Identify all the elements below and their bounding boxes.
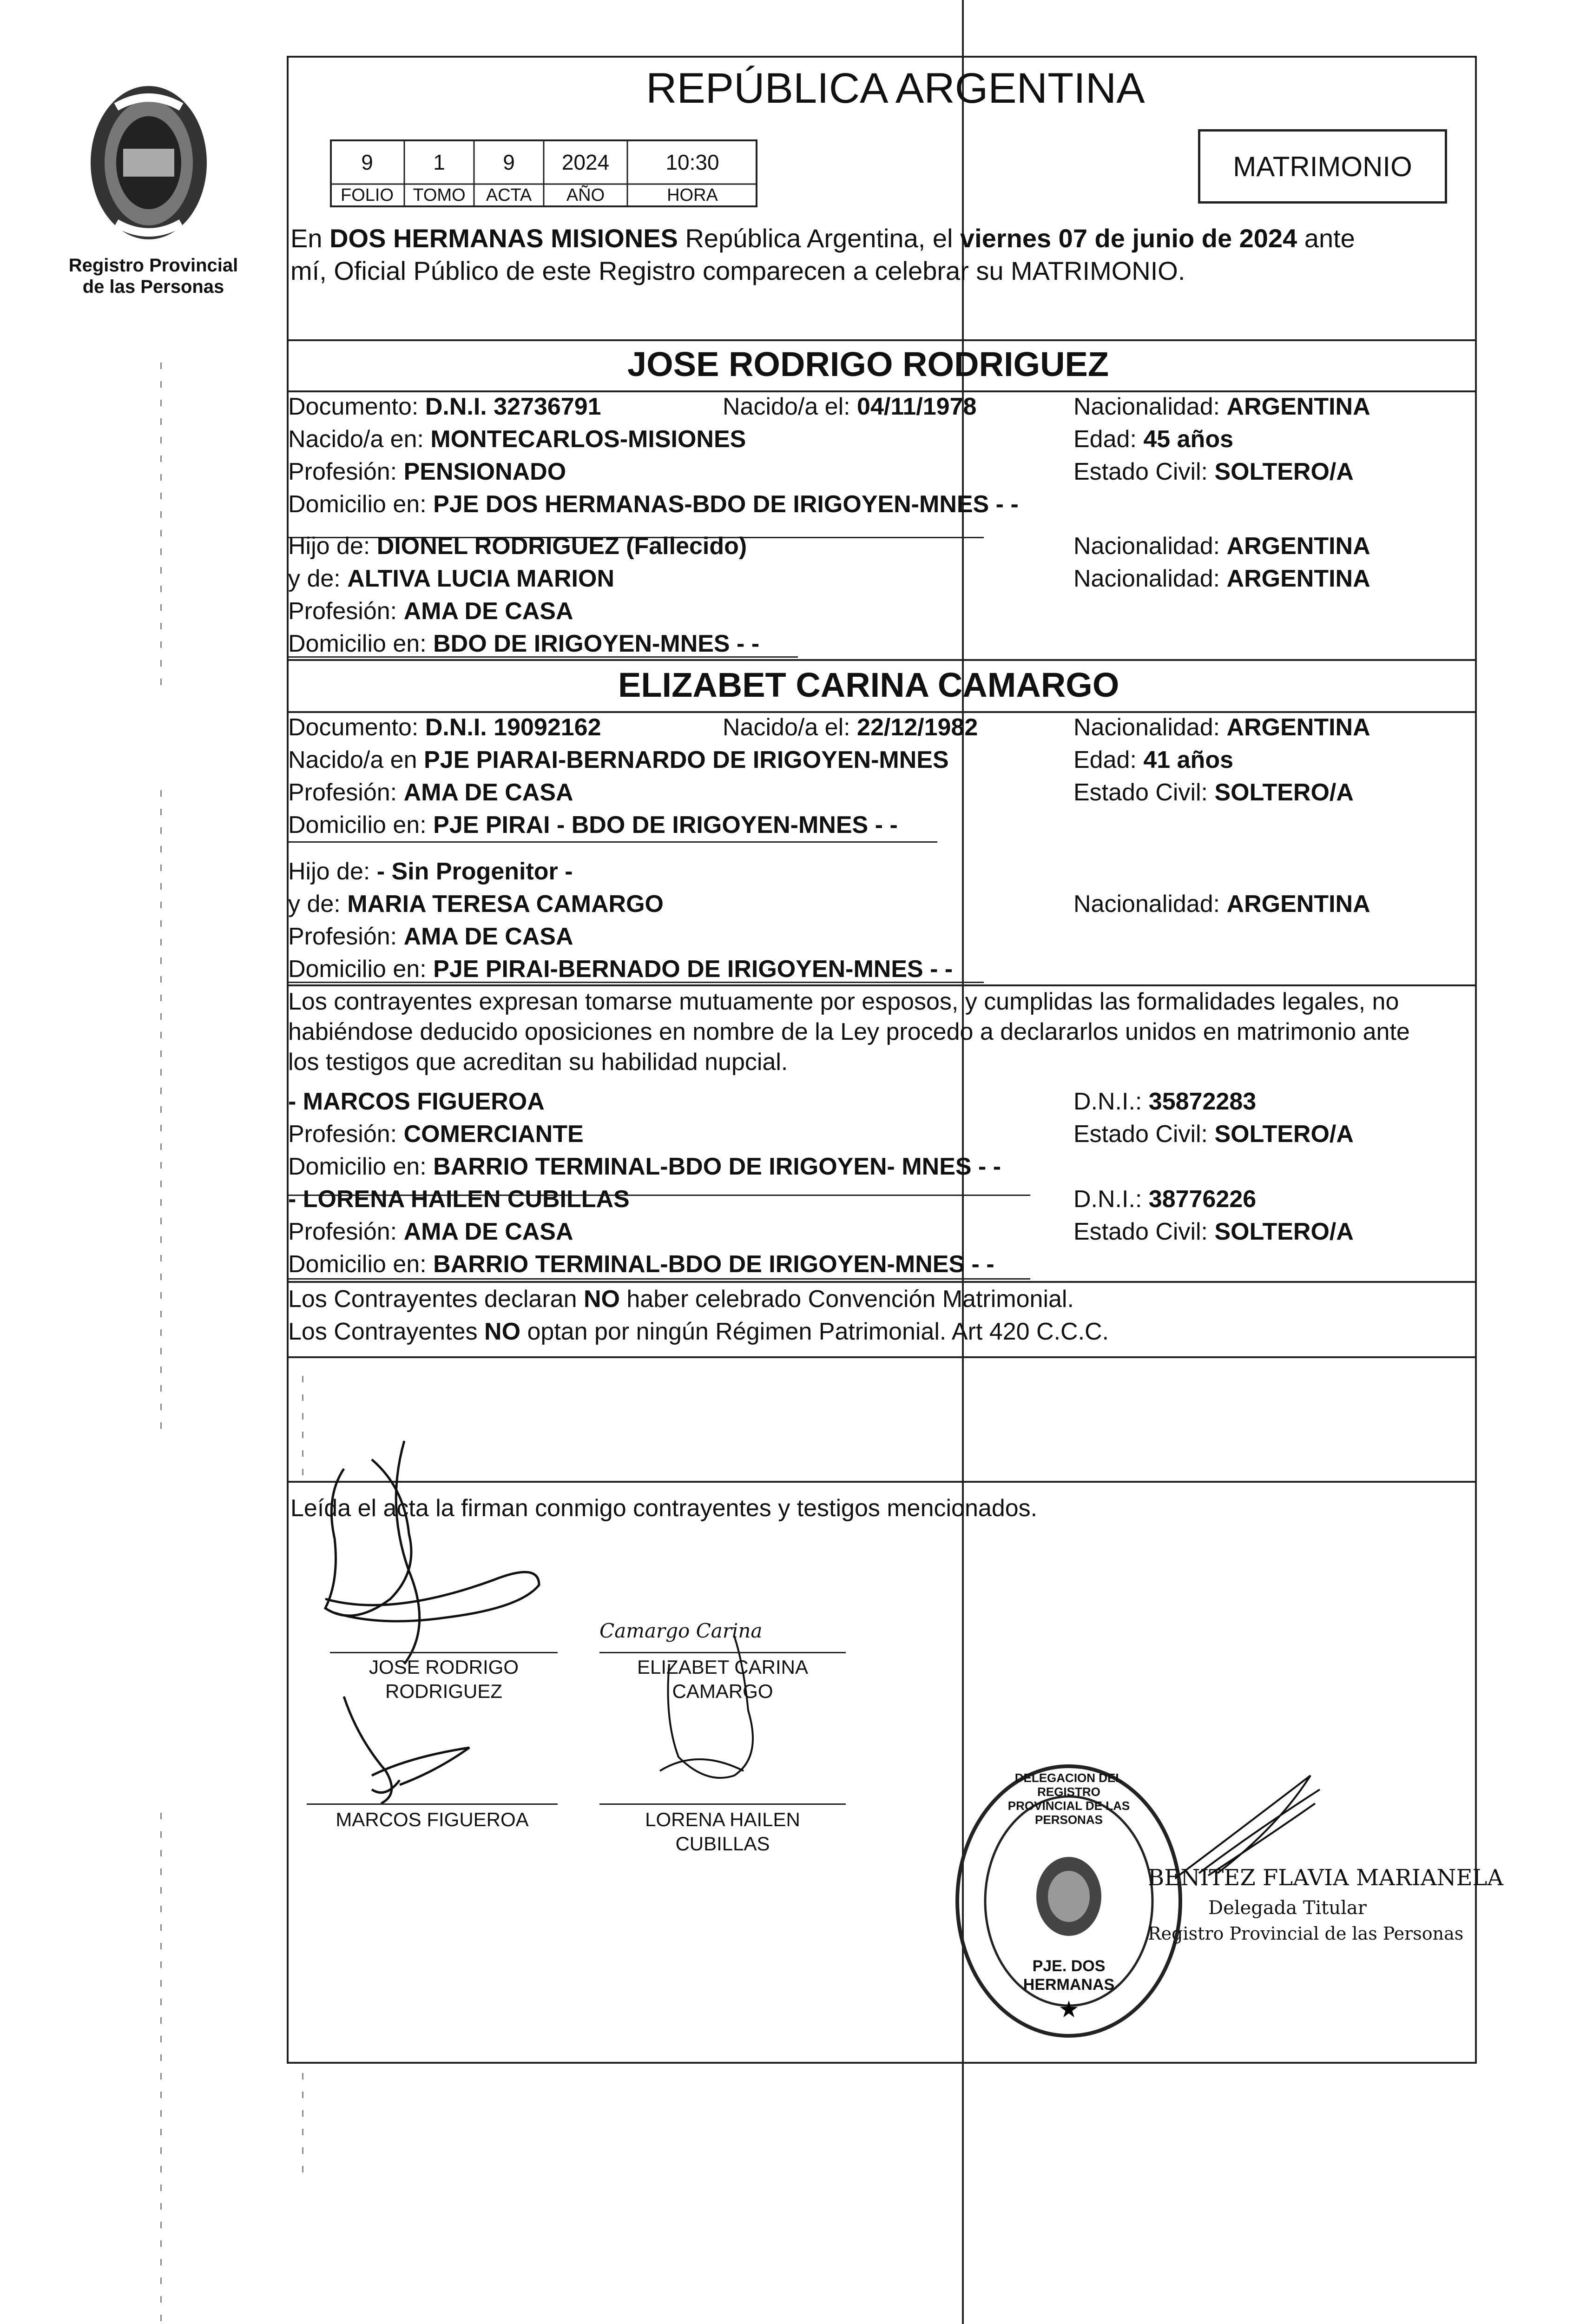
groom-civil-status: Estado Civil: SOLTERO/A — [1073, 458, 1354, 485]
bride-name: ELIZABET CARINA CAMARGO — [618, 666, 1119, 704]
groom-birth-place: Nacido/a en: MONTECARLOS-MISIONES — [288, 426, 746, 453]
bride-father: Hijo de: - Sin Progenitor - — [288, 858, 573, 885]
groom-mother: y de: ALTIVA LUCIA MARION — [288, 565, 615, 592]
witness2-civil-status: Estado Civil: SOLTERO/A — [1073, 1218, 1354, 1245]
bride-parent-profession: Profesión: AMA DE CASA — [288, 923, 573, 950]
bride-birth-place: Nacido/a en PJE PIARAI-BERNARDO DE IRIGOYEN-MNES — [288, 746, 949, 773]
witness1-civil-status: Estado Civil: SOLTERO/A — [1073, 1121, 1354, 1148]
declaration-line3: los testigos que acreditan su habilidad nupcial. — [288, 1049, 788, 1076]
witness1-address: Domicilio en: BARRIO TERMINAL-BDO DE IRIGOYEN- MNES - - — [288, 1153, 1001, 1180]
groom-birth-date: Nacido/a el: 04/11/1978 — [723, 393, 977, 420]
folio-label: FOLIO — [340, 185, 394, 205]
groom-profession: Profesión: PENSIONADO — [288, 458, 566, 485]
witness2-name: - LORENA HAILEN CUBILLAS — [288, 1186, 630, 1213]
declaration-line1: Los contrayentes expresan tomarse mutuamente por esposos, y cumplidas las formalidades legales, no — [288, 988, 1399, 1015]
logo-caption-line2: de las Personas — [82, 277, 224, 297]
stamp-inner-text: PJE. DOS HERMANAS — [1023, 1957, 1115, 1994]
official-title: Delegada Titular — [1208, 1897, 1367, 1919]
record-table — [330, 139, 757, 207]
witness2-signature-label-line1: LORENA HAILEN — [645, 1809, 800, 1830]
witness2-dni: D.N.I.: 38776226 — [1073, 1186, 1257, 1213]
bride-civil-status: Estado Civil: SOLTERO/A — [1073, 779, 1354, 806]
groom-name: JOSE RODRIGO RODRIGUEZ — [627, 345, 1109, 383]
groom-parent-address: Domicilio en: BDO DE IRIGOYEN-MNES - - — [288, 630, 760, 657]
groom-signature-label-line1: JOSE RODRIGO — [369, 1656, 519, 1678]
stamp-ring-text: DELEGACION DEL REGISTRO PROVINCIAL DE LAS PERSONAS — [1007, 1771, 1130, 1827]
doc-type-box — [1198, 129, 1447, 204]
bride-parent-address: Domicilio en: PJE PIRAI-BERNADO DE IRIGOYEN-MNES - - — [288, 956, 953, 983]
witness1-signature — [316, 1692, 548, 1813]
bride-document: Documento: D.N.I. 19092162 — [288, 714, 601, 741]
witness1-dni: D.N.I.: 35872283 — [1073, 1088, 1257, 1115]
groom-address: Domicilio en: PJE DOS HERMANAS-BDO DE IRIGOYEN-MNES - - — [288, 491, 1019, 518]
acta-label: ACTA — [486, 185, 532, 205]
bride-mother-nationality: Nacionalidad: ARGENTINA — [1073, 891, 1370, 918]
bride-signature-label-line2: CAMARGO — [672, 1680, 773, 1702]
bride-profession: Profesión: AMA DE CASA — [288, 779, 573, 806]
hora-label: HORA — [667, 185, 718, 205]
groom-mother-nationality: Nacionalidad: ARGENTINA — [1073, 565, 1370, 592]
bride-birth-date: Nacido/a el: 22/12/1982 — [723, 714, 978, 741]
intro-line1: En DOS HERMANAS MISIONES República Argentina, el viernes 07 de junio de 2024 ante — [290, 224, 1355, 253]
tomo-value: 1 — [433, 150, 445, 174]
witness2-profession: Profesión: AMA DE CASA — [288, 1218, 573, 1245]
acta-value: 9 — [503, 150, 515, 174]
tomo-label: TOMO — [413, 185, 466, 205]
bride-signature-label-line1: ELIZABET CARINA — [637, 1656, 808, 1678]
witness2-signature-label-line2: CUBILLAS — [675, 1833, 770, 1855]
official-office: Registro Provincial de las Personas — [1148, 1923, 1464, 1944]
witness1-name: - MARCOS FIGUEROA — [288, 1088, 545, 1115]
intro-line2: mí, Oficial Público de este Registro comparecen a celebrar su MATRIMONIO. — [290, 256, 1185, 285]
regime-line1: Los Contrayentes declaran NO haber celebrado Convención Matrimonial. — [288, 1286, 1074, 1313]
groom-parent-profession: Profesión: AMA DE CASA — [288, 598, 573, 625]
anio-value: 2024 — [561, 150, 610, 174]
groom-signature-label-line2: RODRIGUEZ — [385, 1680, 502, 1702]
groom-father-nationality: Nacionalidad: ARGENTINA — [1073, 533, 1370, 560]
bride-signature — [595, 1618, 855, 1813]
bride-nationality: Nacionalidad: ARGENTINA — [1073, 714, 1370, 741]
bride-address: Domicilio en: PJE PIRAI - BDO DE IRIGOYEN-MNES - - — [288, 812, 898, 838]
bride-age: Edad: 41 años — [1073, 746, 1233, 773]
official-name: BENITEZ FLAVIA MARIANELA — [1148, 1865, 1504, 1891]
regime-line2: Los Contrayentes NO optan por ningún Régimen Patrimonial. Art 420 C.C.C. — [288, 1318, 1109, 1345]
witness2-address: Domicilio en: BARRIO TERMINAL-BDO DE IRIGOYEN-MNES - - — [288, 1251, 994, 1278]
doc-type-label: MATRIMONIO — [1233, 151, 1412, 182]
bride-handwritten-name: Camargo Carina — [599, 1619, 763, 1642]
witness1-signature-label: MARCOS FIGUEROA — [336, 1809, 529, 1830]
bride-mother: y de: MARIA TERESA CAMARGO — [288, 891, 664, 918]
document-title: REPÚBLICA ARGENTINA — [646, 65, 1145, 112]
groom-age: Edad: 45 años — [1073, 426, 1233, 453]
svg-text:★: ★ — [1058, 1996, 1080, 2023]
anio-label: AÑO — [566, 185, 605, 205]
declaration-line2: habiéndose deducido oposiciones en nombre de la Ley procedo a declararlos unidos en matrimonio ante — [288, 1018, 1410, 1045]
groom-father: Hijo de: DIONEL RODRIGUEZ (Fallecido) — [288, 533, 747, 560]
logo-caption-line1: Registro Provincial — [68, 255, 238, 276]
folio-value: 9 — [361, 150, 373, 174]
registry-stamp — [948, 1757, 1190, 2045]
closing-text: Leída el acta la firman conmigo contrayentes y testigos mencionados. — [290, 1495, 1038, 1522]
groom-document: Documento: D.N.I. 32736791 — [288, 393, 601, 420]
groom-nationality: Nacionalidad: ARGENTINA — [1073, 393, 1370, 420]
province-seal-logo — [79, 79, 218, 246]
witness1-profession: Profesión: COMERCIANTE — [288, 1121, 584, 1148]
hora-value: 10:30 — [665, 150, 719, 174]
